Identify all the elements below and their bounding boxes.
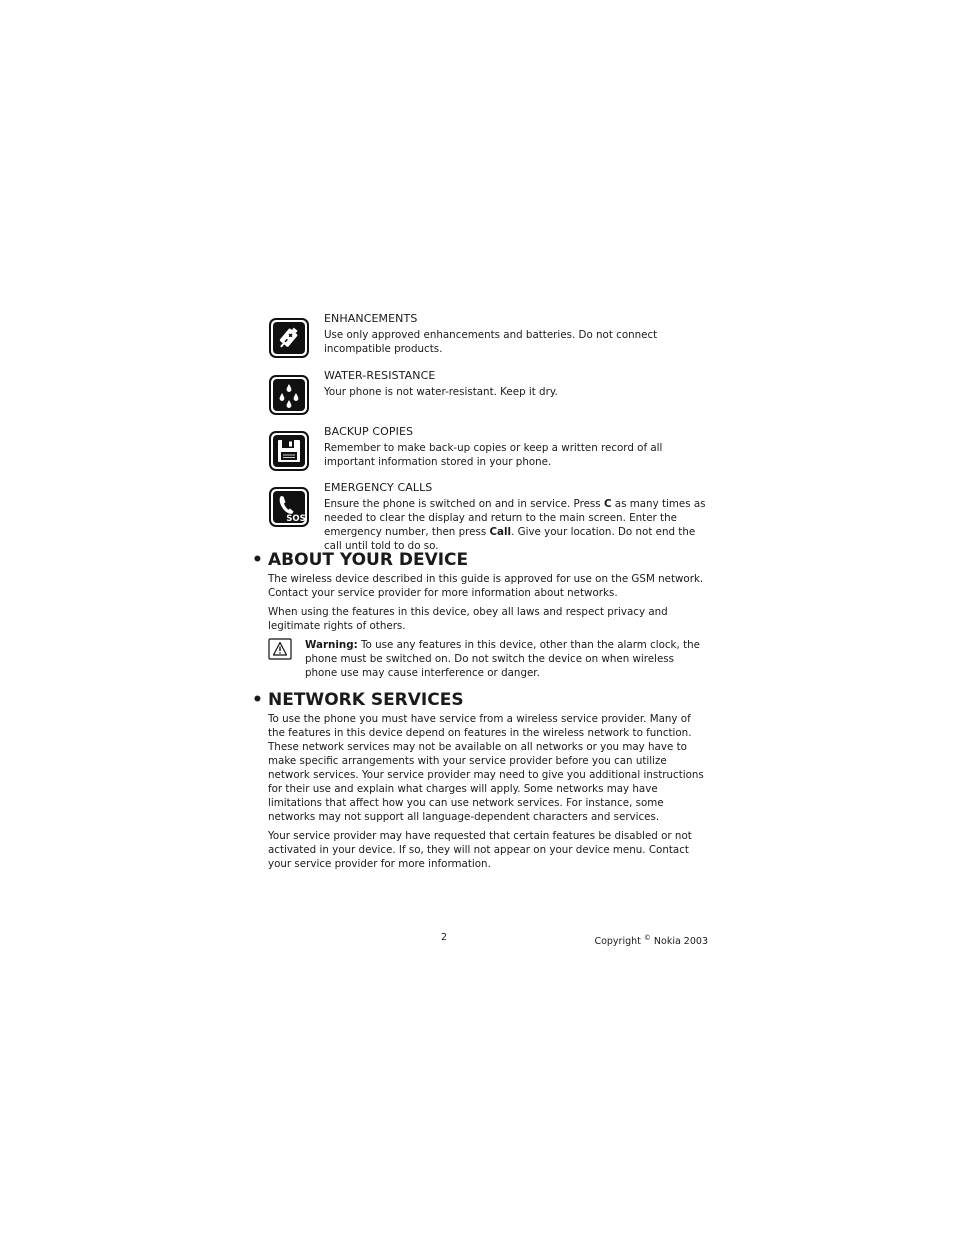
floppy-disk-icon xyxy=(269,431,309,471)
warning-label: Warning: xyxy=(305,639,358,651)
body-text: Ensure the phone is switched on and in service. Press xyxy=(324,498,604,510)
section-heading xyxy=(252,550,712,570)
key-call: Call xyxy=(489,526,512,538)
body-text: . Give your location. Do not end the call until told to do so. xyxy=(324,526,696,552)
safety-item-backup-copies xyxy=(269,425,709,475)
warning-body: To use any features in this device, other than the alarm clock, the phone must be switched on. Do not switch the device on when wireless phone use may cause interference or danger. xyxy=(305,639,700,679)
warning-icon xyxy=(268,638,292,660)
sos-phone-icon xyxy=(269,487,309,527)
copyright-symbol: © xyxy=(643,934,651,942)
safety-body xyxy=(324,497,714,553)
safety-body: Remember to make back-up copies or keep a written record of all important information stored in your phone. xyxy=(324,442,663,468)
safety-item-emergency-calls xyxy=(269,481,709,552)
warning-note xyxy=(268,638,708,680)
safety-body: Your phone is not water-resistant. Keep it dry. xyxy=(324,386,558,398)
section-about-your-device xyxy=(252,550,712,680)
safety-item-enhancements xyxy=(269,312,709,362)
safety-item-water-resistance xyxy=(269,369,709,419)
key-c: C xyxy=(603,498,612,510)
safety-text xyxy=(324,481,714,553)
paragraph: The wireless device described in this guide is approved for use on the GSM network. Contact your service provider for more information about networks. xyxy=(268,573,704,599)
safety-text xyxy=(324,369,714,399)
copyright-suffix: Nokia 2003 xyxy=(650,936,708,948)
battery-plug-icon xyxy=(269,318,309,358)
bullet: • xyxy=(252,550,263,570)
page-footer xyxy=(268,931,708,948)
heading-text: NETWORK SERVICES xyxy=(268,690,464,710)
safety-title: WATER-RESISTANCE xyxy=(324,369,436,382)
sos-label: SOS xyxy=(286,514,306,524)
paragraph: To use the phone you must have service from a wireless service provider. Many of the features in this device depend on features in the wireless network to function. These network services may not be available on all networks or you may have to make specific arrangements with your service provider before you can utilize network services. Your service provider may need to give you additional instructions for their use and explain what charges will apply. Some networks may have limitations that affect how you can use network services. For instance, some networks may not support all language-dependent characters and services. xyxy=(268,713,704,823)
section-heading xyxy=(252,690,712,710)
page-number: 2 xyxy=(441,932,448,943)
safety-text xyxy=(324,312,714,356)
heading-text: ABOUT YOUR DEVICE xyxy=(268,550,469,570)
safety-title: EMERGENCY CALLS xyxy=(324,481,433,494)
paragraph: Your service provider may have requested that certain features be disabled or not activated in your device. If so, they will not appear on your device menu. Contact your service provider for more information. xyxy=(268,830,692,870)
section-network-services xyxy=(252,690,712,876)
paragraph: When using the features in this device, obey all laws and respect privacy and legitimate rights of others. xyxy=(268,606,668,632)
bullet: • xyxy=(252,690,263,710)
body-text: as many times as needed to clear the display and return to the main screen. Enter the emergency number, then press xyxy=(324,498,706,538)
safety-text xyxy=(324,425,714,469)
warning-text xyxy=(305,638,708,680)
copyright xyxy=(594,931,708,949)
safety-title: BACKUP COPIES xyxy=(324,425,414,438)
water-drops-icon xyxy=(269,375,309,415)
copyright-prefix: Copyright xyxy=(594,936,644,948)
safety-body: Use only approved enhancements and batteries. Do not connect incompatible products. xyxy=(324,329,658,355)
safety-title: ENHANCEMENTS xyxy=(324,312,418,325)
